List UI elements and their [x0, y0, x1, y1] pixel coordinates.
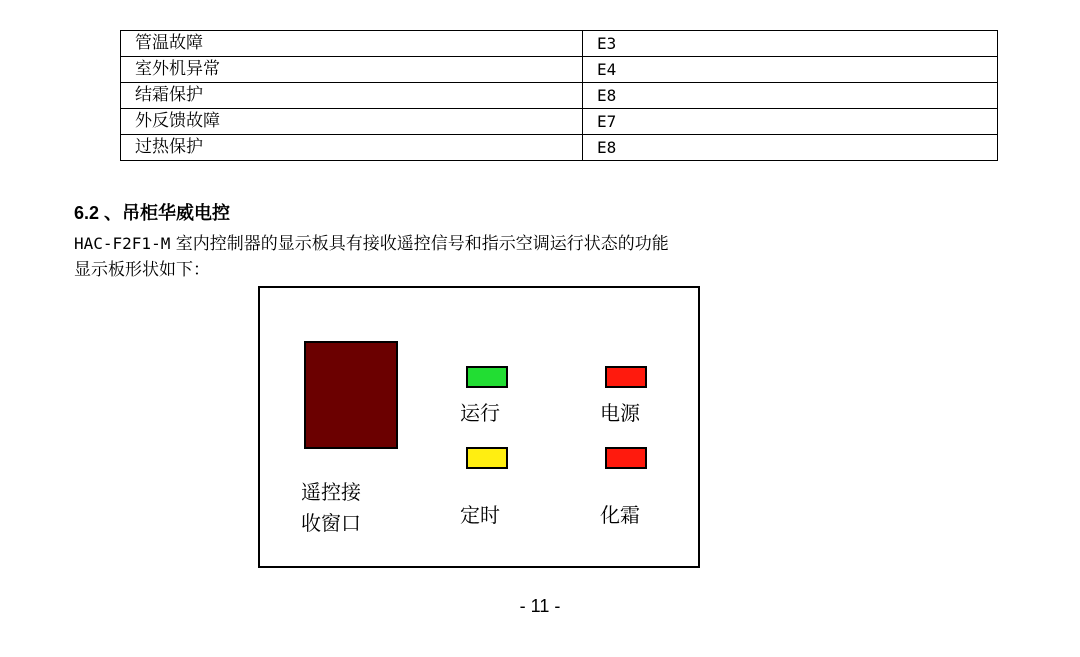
fault-code: E4 [583, 57, 998, 83]
power-indicator-label: 电源 [600, 401, 640, 425]
fault-name: 管温故障 [121, 31, 583, 57]
fault-code: E7 [583, 109, 998, 135]
power-indicator-led [605, 366, 647, 388]
table-row [121, 135, 998, 161]
section-heading: 6.2 、吊柜华威电控 [74, 203, 231, 223]
fault-code: E8 [583, 135, 998, 161]
model-number: HAC-F2F1-M [74, 234, 171, 253]
fault-name: 结霜保护 [121, 83, 583, 109]
fault-code-table [120, 30, 998, 161]
ir-receiver-label: 遥控接 [301, 480, 361, 504]
run-indicator-label: 运行 [460, 401, 500, 425]
description-line [74, 229, 669, 254]
table-row [121, 83, 998, 109]
fault-code: E8 [583, 83, 998, 109]
fault-name: 过热保护 [121, 135, 583, 161]
fault-name: 外反馈故障 [121, 109, 583, 135]
defrost-indicator-led [605, 447, 647, 469]
timer-indicator-label: 定时 [460, 503, 500, 527]
table-row [121, 31, 998, 57]
timer-indicator-led [466, 447, 508, 469]
defrost-indicator-label: 化霜 [600, 503, 640, 527]
description-text: 室内控制器的显示板具有接收遥控信号和指示空调运行状态的功能 [175, 234, 669, 254]
run-indicator-led [466, 366, 508, 388]
table-row [121, 109, 998, 135]
ir-receiver-window [304, 341, 398, 449]
fault-name: 室外机异常 [121, 57, 583, 83]
ir-receiver-label: 收窗口 [301, 511, 361, 535]
fault-code: E3 [583, 31, 998, 57]
page-number: - 11 - [519, 596, 561, 616]
description-line-2: 显示板形状如下： [74, 260, 210, 280]
table-row [121, 57, 998, 83]
